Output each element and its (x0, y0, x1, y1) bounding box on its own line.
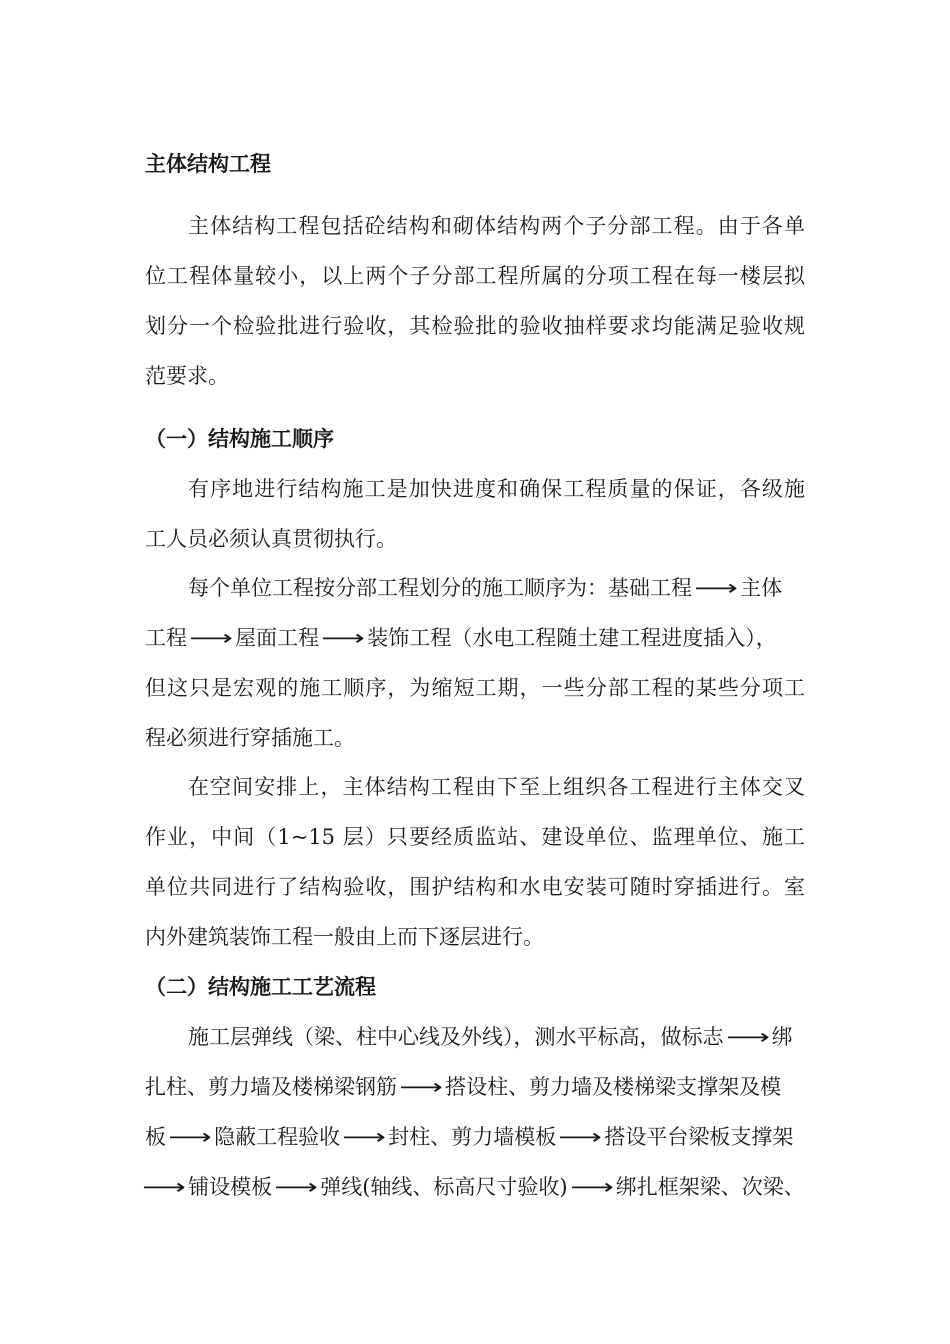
intro-line-3: 划分一个检验批进行验收，其检验批的验收抽样要求均能满足验收规 (145, 314, 805, 338)
arrow-icon: ⟶ (342, 1125, 386, 1149)
s1p1-line-2: 工人员必须认真贯彻执行。 (145, 527, 397, 551)
arrow-icon: ⟶ (694, 576, 738, 600)
s2-line-2 (145, 1072, 805, 1102)
arrow-icon: ⟶ (168, 1125, 212, 1149)
arrow-icon: ⟶ (274, 1175, 318, 1199)
arrow-icon: ⟶ (142, 1175, 186, 1199)
s1p3-line-4: 内外建筑装饰工程一般由上而下逐层进行。 (145, 925, 544, 949)
intro-line-1: 主体结构工程包括砼结构和砌体结构两个子分部工程。由于各单 (188, 214, 805, 238)
intro-line-4: 范要求。 (145, 364, 229, 388)
s1p2-line-2-a: 工程 (145, 626, 187, 650)
s1p2-line-2-b: 屋面工程 (235, 626, 320, 650)
s2-line-3 (145, 1122, 805, 1152)
arrow-icon: ⟶ (558, 1125, 603, 1149)
s1p3-line-3: 单位共同进行了结构验收，围护结构和水电安装可随时穿插进行。室 (145, 875, 805, 899)
s2-line-3-d: 搭设平台梁板支撑架 (604, 1125, 794, 1149)
s1p3-line-1: 在空间安排上，主体结构工程由下至上组织各工程进行主体交叉 (188, 775, 805, 799)
s2-line-3-a: 板 (145, 1125, 166, 1149)
arrow-icon: ⟶ (399, 1075, 443, 1099)
s2-line-1 (188, 1022, 805, 1052)
s1p2-line-2-c: 装饰工程（水电工程随土建工程进度插入）， (367, 626, 777, 650)
s2-line-4-b: 铺设模板 (188, 1175, 273, 1199)
s1p2-line-1-b: 主体 (740, 576, 783, 600)
s2-line-1-b: 绑 (771, 1025, 793, 1049)
s1p2-line-1-a: 每个单位工程按分部工程划分的施工顺序为：基础工程 (188, 576, 692, 600)
s2-line-4-d: 绑扎框架梁、次梁、 (615, 1175, 805, 1199)
s2-line-4-c: 弹线(轴线、标高尺寸验收) (320, 1175, 568, 1199)
s1p3-line-2: 作业，中间（1~15 层）只要经质监站、建设单位、监理单位、施工 (145, 825, 805, 849)
s1p2-line-1 (188, 573, 805, 603)
s1p2-line-4: 程必须进行穿插施工。 (145, 726, 355, 750)
section-1-heading: （一）结构施工顺序 (145, 427, 334, 451)
s1p1-line-1: 有序地进行结构施工是加快进度和确保工程质量的保证，各级施 (188, 477, 805, 501)
arrow-icon: ⟶ (569, 1175, 614, 1199)
s1p2-line-2 (145, 623, 805, 653)
arrow-icon: ⟶ (321, 626, 365, 650)
s2-line-2-a: 扎柱、剪力墙及楼梯梁钢筋 (145, 1075, 397, 1099)
s2-line-3-b: 隐蔽工程验收 (214, 1125, 341, 1149)
page-title: 主体结构工程 (145, 152, 271, 176)
s2-line-3-c: 封柱、剪力墙模板 (388, 1125, 557, 1149)
s2-line-4 (142, 1172, 805, 1202)
s2-line-2-b: 搭设柱、剪力墙及楼梯梁支撑架及模 (445, 1075, 782, 1099)
intro-line-2: 位工程体量较小，以上两个子分部工程所属的分项工程在每一楼层拟 (145, 264, 805, 288)
arrow-icon: ⟶ (725, 1025, 770, 1049)
s2-line-1-a: 施工层弹线（梁、柱中心线及外线），测水平标高，做标志 (188, 1025, 724, 1049)
arrow-icon: ⟶ (189, 626, 233, 650)
section-2-heading: （二）结构施工工艺流程 (145, 975, 376, 999)
s1p2-line-3: 但这只是宏观的施工顺序，为缩短工期，一些分部工程的某些分项工 (145, 676, 805, 700)
